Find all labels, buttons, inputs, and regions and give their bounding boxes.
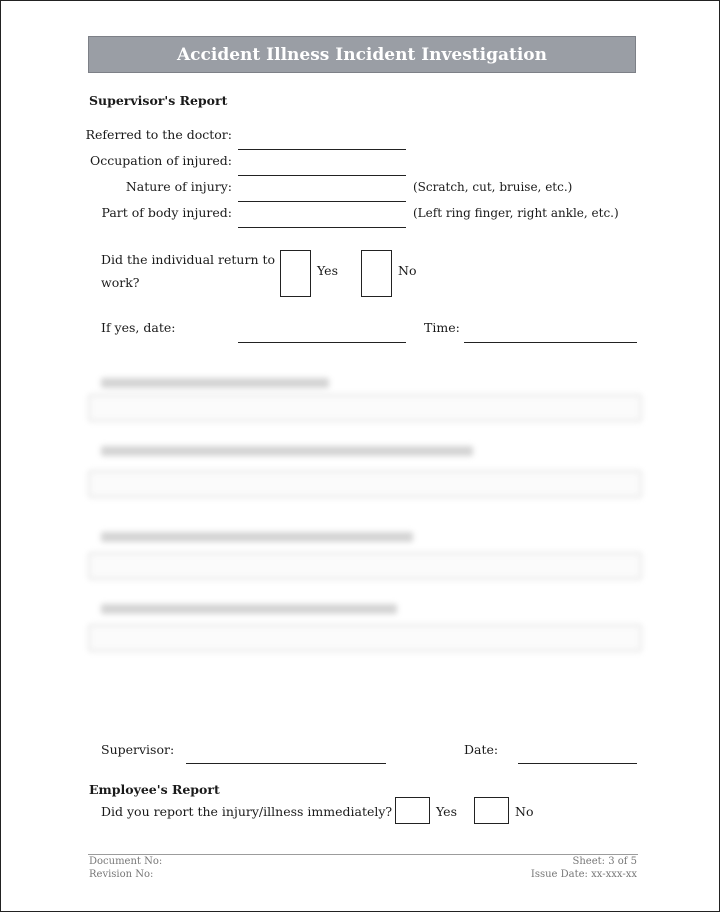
nature-of-injury-hint: (Scratch, cut, bruise, etc.) (413, 180, 573, 194)
obscured-question-1 (101, 378, 329, 388)
obscured-content (86, 362, 646, 662)
return-date-input[interactable] (238, 342, 406, 343)
obscured-answer-box-1 (88, 394, 642, 422)
time-label: Time: (424, 320, 460, 335)
occupation-input[interactable] (238, 175, 406, 176)
if-yes-date-label: If yes, date: (101, 320, 176, 335)
occupation-label: Occupation of injured: (89, 153, 232, 168)
obscured-answer-box-3 (88, 552, 642, 580)
report-immediately-question: Did you report the injury/illness immediately? (101, 804, 393, 819)
obscured-question-2 (101, 446, 473, 456)
report-yes-label: Yes (436, 804, 457, 819)
referred-to-doctor-input[interactable] (238, 149, 406, 150)
footer-rule (88, 854, 638, 855)
report-no-checkbox[interactable] (474, 797, 509, 824)
report-yes-checkbox[interactable] (395, 797, 430, 824)
return-no-label: No (398, 263, 417, 278)
return-question-line1: Did the individual return to (101, 252, 276, 267)
body-part-hint: (Left ring finger, right ankle, etc.) (413, 206, 619, 220)
return-yes-label: Yes (317, 263, 338, 278)
return-yes-checkbox[interactable] (280, 250, 311, 297)
return-question-line2: work? (101, 275, 140, 290)
employee-report-heading: Employee's Report (89, 782, 220, 797)
supervisor-date-input[interactable] (518, 763, 637, 764)
body-part-input[interactable] (238, 227, 406, 228)
form-title: Accident Illness Incident Investigation (88, 36, 636, 73)
footer-issue-date: Issue Date: xx-xxx-xx (530, 869, 637, 880)
footer-revision-no: Revision No: (89, 869, 154, 880)
obscured-answer-box-4 (88, 624, 642, 652)
supervisor-report-heading: Supervisor's Report (89, 93, 228, 108)
footer-document-no: Document No: (89, 856, 163, 867)
supervisor-signature-input[interactable] (186, 763, 386, 764)
referred-to-doctor-label: Referred to the doctor: (85, 127, 232, 142)
obscured-question-4 (101, 604, 397, 614)
nature-of-injury-label: Nature of injury: (125, 179, 232, 194)
supervisor-date-label: Date: (464, 742, 499, 757)
return-time-input[interactable] (464, 342, 637, 343)
obscured-question-3 (101, 532, 413, 542)
nature-of-injury-input[interactable] (238, 201, 406, 202)
obscured-answer-box-2 (88, 470, 642, 498)
return-no-checkbox[interactable] (361, 250, 392, 297)
report-no-label: No (515, 804, 534, 819)
body-part-label: Part of body injured: (101, 205, 232, 220)
footer-sheet: Sheet: 3 of 5 (572, 856, 637, 867)
supervisor-label: Supervisor: (101, 742, 175, 757)
